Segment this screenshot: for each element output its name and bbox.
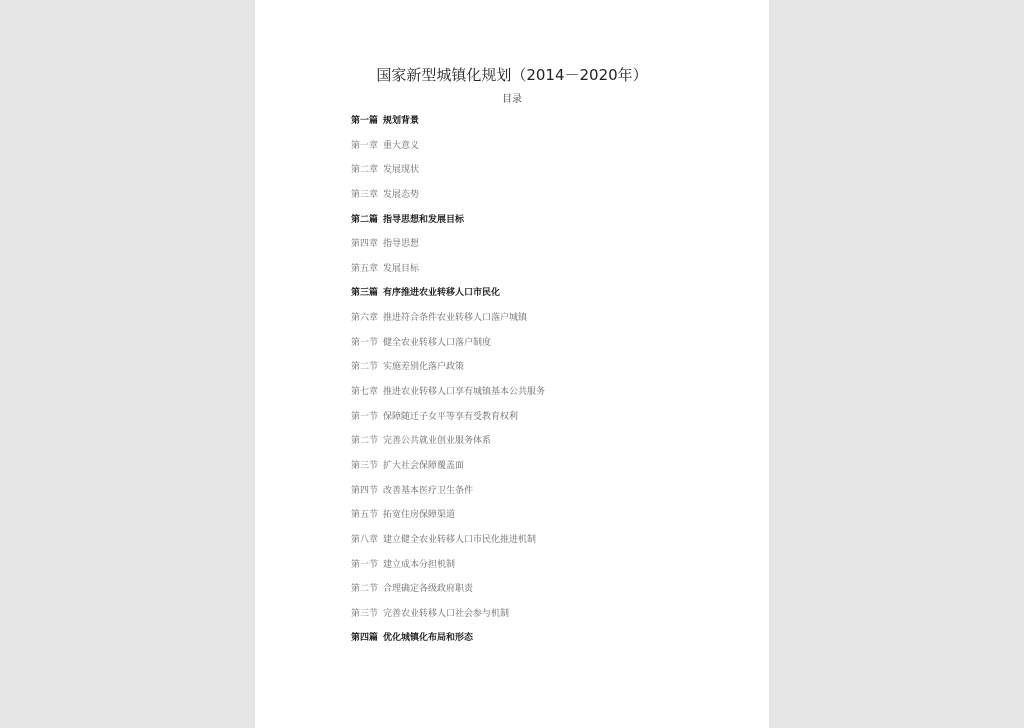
toc-entry xyxy=(351,335,545,360)
toc-entry-title: 建立健全农业转移人口市民化推进机制 xyxy=(383,534,537,545)
toc-entry-number: 第三章 xyxy=(351,189,379,200)
toc-entry-title: 扩大社会保障覆盖面 xyxy=(383,460,465,471)
toc-entry-number: 第八章 xyxy=(351,534,379,545)
toc-entry-title: 拓宽住房保障渠道 xyxy=(383,510,456,521)
toc-entry-number: 第五章 xyxy=(351,263,379,274)
toc-entry-number: 第六章 xyxy=(351,313,379,324)
toc-entry-title: 完善农业转移人口社会参与机制 xyxy=(383,608,510,619)
toc-entry-number: 第四节 xyxy=(351,485,379,496)
toc-entry-number: 第二节 xyxy=(351,436,379,447)
toc-entry xyxy=(351,483,545,508)
toc-part-heading xyxy=(351,212,545,237)
toc-entry xyxy=(351,187,545,212)
toc-entry-title: 完善公共就业创业服务体系 xyxy=(383,436,492,447)
toc-entry-number: 第一章 xyxy=(351,140,379,151)
toc-entry-title: 指导思想和发展目标 xyxy=(383,214,465,225)
toc-entry xyxy=(351,507,545,532)
toc-entry-title: 推进农业转移人口享有城镇基本公共服务 xyxy=(383,387,546,398)
toc-entry xyxy=(351,236,545,261)
toc-entry-title: 发展目标 xyxy=(383,263,420,274)
toc-entry-number: 第一节 xyxy=(351,411,379,422)
toc-entry-title: 推进符合条件农业转移人口落户城镇 xyxy=(383,313,528,324)
toc-entry-title: 保障随迁子女平等享有受教育权利 xyxy=(383,411,519,422)
toc-entry xyxy=(351,384,545,409)
toc-entry-title: 发展态势 xyxy=(383,189,420,200)
toc-entry xyxy=(351,162,545,187)
toc-entry-title: 改善基本医疗卫生条件 xyxy=(383,485,474,496)
toc-entry-number: 第二节 xyxy=(351,584,379,595)
toc-entry-number: 第一节 xyxy=(351,337,379,348)
toc-entry xyxy=(351,359,545,384)
toc-entry-number: 第二章 xyxy=(351,165,379,176)
toc-entry-title: 合理确定各级政府职责 xyxy=(383,584,474,595)
toc-entry-title: 健全农业转移人口落户制度 xyxy=(383,337,492,348)
toc-entry-title: 规划背景 xyxy=(383,116,420,126)
toc-entry-title: 有序推进农业转移人口市民化 xyxy=(383,288,501,299)
toc-entry-title: 重大意义 xyxy=(383,140,420,151)
toc-entry-number: 第七章 xyxy=(351,387,379,398)
toc-part-heading xyxy=(351,113,545,138)
toc-entry-number: 第五节 xyxy=(351,510,379,521)
toc-entry-title: 优化城镇化布局和形态 xyxy=(383,633,474,644)
toc-entry xyxy=(351,458,545,483)
table-of-contents xyxy=(351,113,545,655)
toc-entry xyxy=(351,261,545,286)
toc-entry-number: 第二篇 xyxy=(351,214,379,225)
toc-entry-number: 第一篇 xyxy=(351,116,379,126)
toc-entry xyxy=(351,138,545,163)
toc-entry-number: 第三节 xyxy=(351,608,379,619)
toc-part-heading xyxy=(351,630,545,655)
toc-entry-number: 第二节 xyxy=(351,362,379,373)
toc-entry-number: 第四章 xyxy=(351,239,379,250)
toc-entry xyxy=(351,532,545,557)
toc-entry-number: 第三节 xyxy=(351,460,379,471)
toc-entry xyxy=(351,409,545,434)
toc-entry xyxy=(351,606,545,631)
document-page xyxy=(255,0,769,728)
toc-entry-title: 实施差别化落户政策 xyxy=(383,362,465,373)
document-title: 国家新型城镇化规划（2014－2020年） xyxy=(376,66,648,84)
toc-entry xyxy=(351,433,545,458)
toc-entry-number: 第四篇 xyxy=(351,633,379,644)
toc-entry-number: 第三篇 xyxy=(351,288,379,299)
toc-entry xyxy=(351,310,545,335)
toc-part-heading xyxy=(351,285,545,310)
toc-entry xyxy=(351,581,545,606)
toc-entry-title: 指导思想 xyxy=(383,239,420,250)
toc-entry xyxy=(351,557,545,582)
toc-entry-number: 第一节 xyxy=(351,559,379,570)
toc-entry-title: 发展现状 xyxy=(383,165,420,176)
toc-entry-title: 建立成本分担机制 xyxy=(383,559,456,570)
toc-heading: 目录 xyxy=(502,94,522,105)
